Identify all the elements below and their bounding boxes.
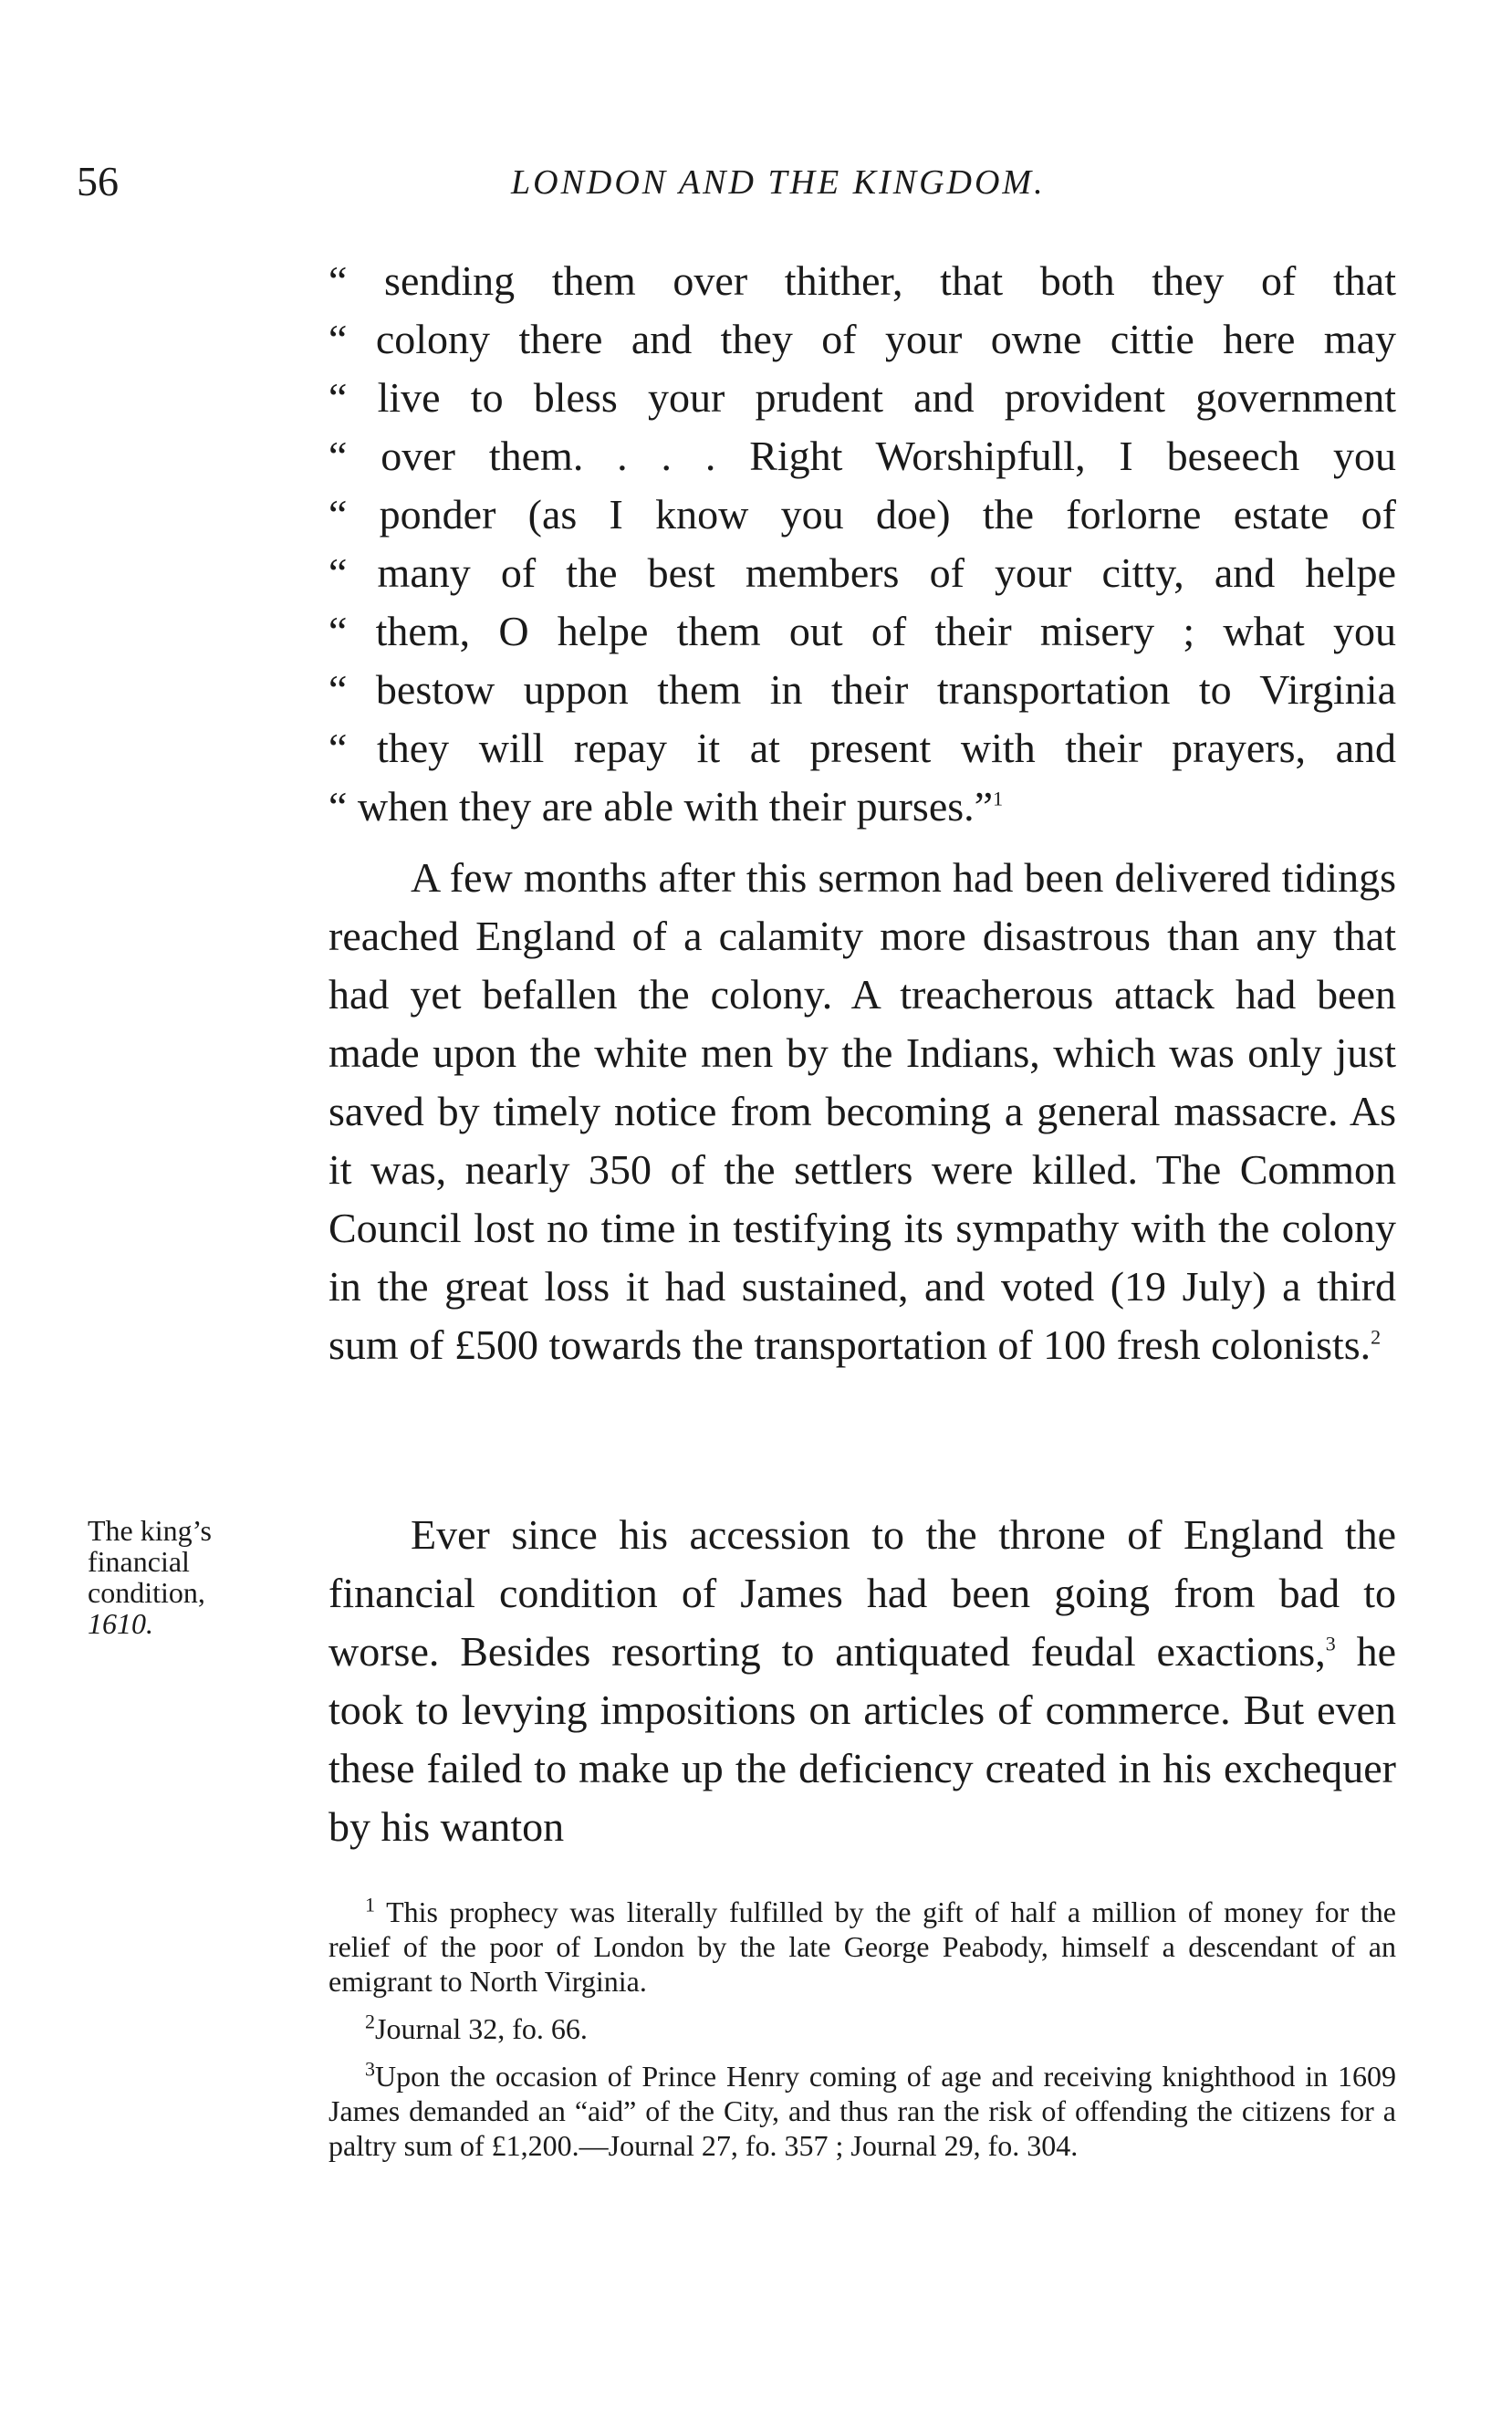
paragraph-text: [328, 849, 1396, 1374]
footnote-mark: 3: [365, 2057, 375, 2081]
footnote-mark: 1: [365, 1893, 375, 1916]
page-number: 56: [77, 158, 119, 204]
paragraph-text: [328, 1506, 1396, 1856]
footnote-reference: 3: [1325, 1632, 1336, 1655]
quote-line: “ them, O helpe them out of their misery ; what you: [328, 608, 1396, 654]
paragraph-body: Ever since his accession to the throne of England the financial condition of James had been going from bad to worse. Besides resorting to antiquated feudal exactions,: [328, 1511, 1396, 1675]
paragraph-body: A few months after this sermon had been delivered tidings reached England of a calamity more disastrous than any that had yet befallen the colony. A treacherous attack had been made upon the white men by the Indians, which was only just saved by timely notice from becoming a general massacre. As it was, nearly 350 of the settlers were killed. The Common Council lost no time in testifying its sympathy with the colony in the great loss it had sustained, and voted (19 July) a third sum of £500 towards the transportation of 100 fresh colonists.: [328, 854, 1396, 1368]
footnote: [328, 1895, 1396, 1999]
footnote-reference: 2: [1371, 1325, 1382, 1349]
quote-line: “ sending them over thither, that both they of that: [328, 257, 1396, 304]
footnote-text: This prophecy was literally fulfilled by the gift of half a million of money for the relief of the poor of London by the late George Peabody, himself a descendant of an emigrant to North Virginia.: [328, 1895, 1396, 1998]
paragraph-colony-attack: [328, 849, 1396, 1374]
margin-note: [88, 1515, 288, 1639]
margin-note-line: financial: [88, 1545, 190, 1578]
footnote-mark: 2: [365, 2010, 375, 2033]
quote-line: “ colony there and they of your owne cittie here may: [328, 316, 1396, 362]
margin-note-line: The king’s: [88, 1514, 212, 1547]
footnote-reference: 1: [993, 787, 1004, 810]
paragraph-kings-finances: [328, 1506, 1396, 1856]
quote-line: “ they will repay it at present with their prayers, and: [328, 725, 1396, 771]
quote-line: “ bestow uppon them in their transportation to Virginia: [328, 666, 1396, 713]
margin-note-line: condition,: [88, 1576, 205, 1609]
footnote-text: Upon the occasion of Prince Henry coming of age and receiving knighthood in 1609 James demanded an “aid” of the City, and thus ran the risk of offending the citizens for a paltry sum of £1,200.—Journal 27, fo. 357 ; Journal 29, fo. 304.: [328, 2060, 1396, 2162]
quote-line: “ live to bless your prudent and provident government: [328, 374, 1396, 421]
quoted-sermon: [328, 252, 1396, 836]
running-head: LONDON AND THE KINGDOM.: [511, 163, 1046, 202]
quote-line: “ over them. . . . Right Worshipfull, I beseech you: [328, 433, 1396, 479]
paragraph-body: he took to levying impositions on articles of commerce. But even these failed to make up the deficiency created in his exchequer by his wanton: [328, 1628, 1396, 1850]
quote-line-text: “ when they are able with their purses.”: [328, 783, 994, 830]
quote-line-last: [328, 778, 1396, 836]
footnote-text: Journal 32, fo. 66.: [375, 2012, 588, 2045]
quote-line: “ many of the best members of your citty, and helpe: [328, 549, 1396, 596]
footnotes: [328, 1895, 1396, 2176]
quote-line: “ ponder (as I know you doe) the forlorne estate of: [328, 491, 1396, 538]
footnote: [328, 2059, 1396, 2163]
footnote: [328, 2011, 1396, 2046]
margin-note-year: 1610.: [88, 1607, 153, 1640]
